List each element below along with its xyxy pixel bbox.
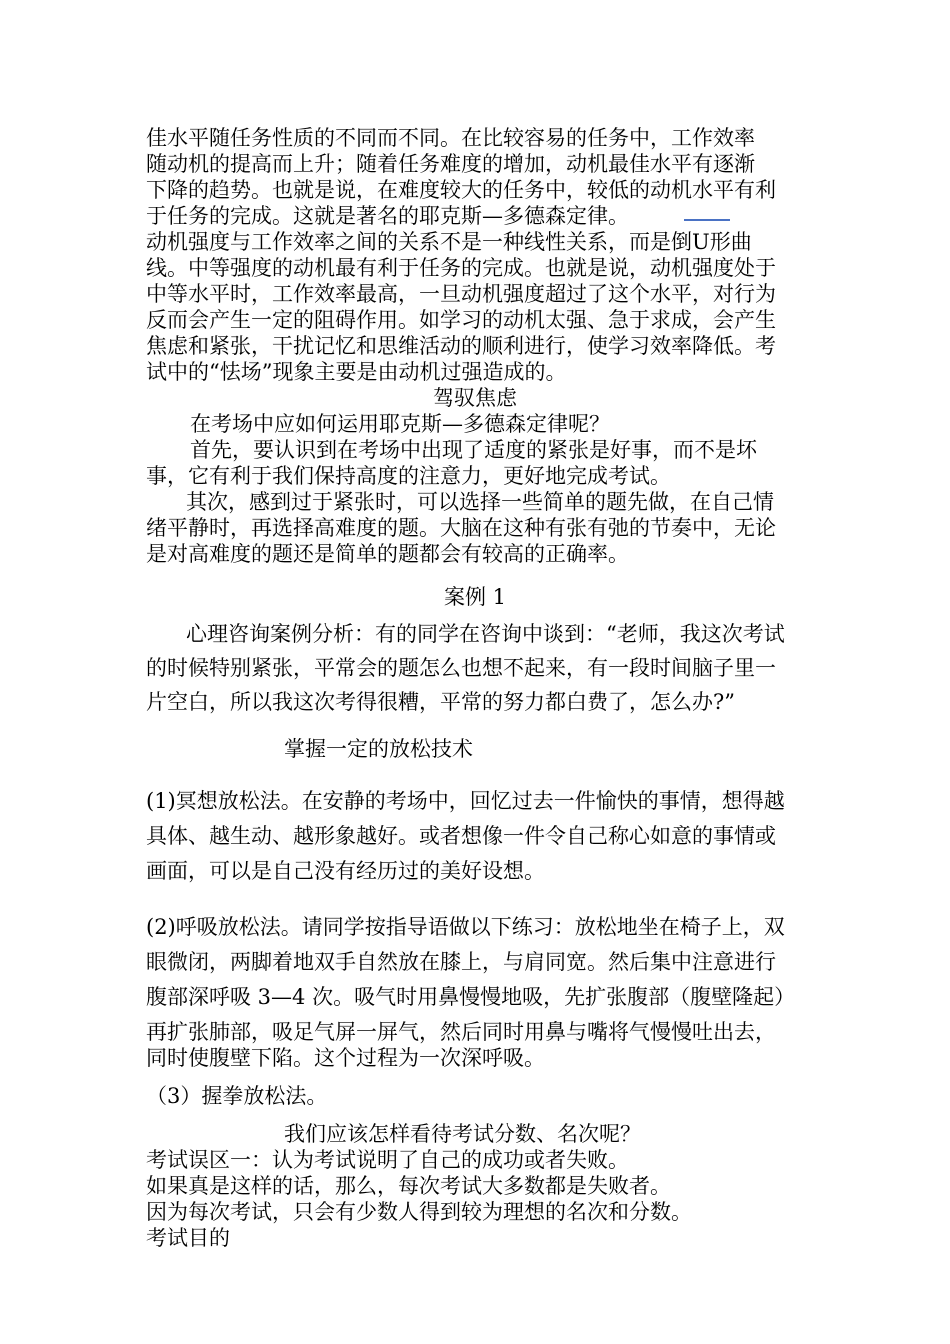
text-line: 首先，要认识到在考场中出现了适度的紧张是好事，而不是坏 [190,438,757,462]
section-heading: 驾驭焦虑 [433,386,517,410]
text-line: 随动机的提高而上升；随着任务难度的增加，动机最佳水平有逐渐 [146,152,755,176]
text-line: 试中的“怯场”现象主要是由动机过强造成的。 [146,360,567,384]
text-line: 具体、越生动、越形象越好。或者想像一件令自己称心如意的事情或 [146,824,776,848]
text-line: 是对高难度的题还是简单的题都会有较高的正确率。 [146,542,629,566]
text-line: 下降的趋势。也就是说，在难度较大的任务中，较低的动机水平有利 [146,178,776,202]
text-line: 眼微闭，两脚着地双手自然放在膝上，与肩同宽。然后集中注意进行 [146,950,776,974]
text-line: 心理咨询案例分析：有的同学在咨询中谈到：“老师，我这次考试 [186,622,785,646]
text-line: 画面，可以是自己没有经历过的美好设想。 [146,859,545,883]
text-line: 动机强度与工作效率之间的关系不是一种线性关系，而是倒U形曲 [146,230,752,254]
text-line: 于任务的完成。这就是著名的耶克斯—多德森定律。 [146,204,629,228]
text-line: 因为每次考试，只会有少数人得到较为理想的名次和分数。 [146,1200,692,1224]
text-line: 其次，感到过于紧张时，可以选择一些简单的题先做，在自己情 [186,490,774,514]
text-line: 中等水平时，工作效率最高，一旦动机强度超过了这个水平，对行为 [146,282,776,306]
text-line: 我们应该怎样看待考试分数、名次呢？ [284,1122,641,1146]
text-line: (2)呼吸放松法。请同学按指导语做以下练习：放松地坐在椅子上，双 [146,915,785,939]
text-line: 片空白，所以我这次考得很糟，平常的努力都白费了，怎么办?” [146,690,735,714]
text-line: 线。中等强度的动机最有利于任务的完成。也就是说，动机强度处于 [146,256,776,280]
text-line: (1)冥想放松法。在安静的考场中，回忆过去一件愉快的事情，想得越 [146,789,785,813]
text-line: （3）握拳放松法。 [146,1084,328,1108]
text-line: 的时候特别紧张，平常会的题怎么也想不起来，有一段时间脑子里一 [146,656,776,680]
text-line: 绪平静时，再选择高难度的题。大脑在这种有张有弛的节奏中，无论 [146,516,776,540]
underline-mark [684,219,730,221]
text-line: 考试误区一：认为考试说明了自己的成功或者失败。 [146,1148,629,1172]
section-heading: 案例 1 [443,585,507,609]
text-line: 事，它有利于我们保持高度的注意力，更好地完成考试。 [146,464,671,488]
text-line: 腹部深呼吸 3—4 次。吸气时用鼻慢慢地吸，先扩张腹部（腹壁隆起） [146,985,796,1009]
text-line: 反而会产生一定的阻碍作用。如学习的动机太强、急于求成，会产生 [146,308,776,332]
text-line: 同时使腹壁下陷。这个过程为一次深呼吸。 [146,1046,545,1070]
text-line: 再扩张肺部，吸足气屏一屏气，然后同时用鼻与嘴将气慢慢吐出去， [146,1020,776,1044]
text-line: 在考场中应如何运用耶克斯—多德森定律呢？ [190,412,610,436]
text-line: 如果真是这样的话，那么，每次考试大多数都是失败者。 [146,1174,671,1198]
text-line: 考试目的 [146,1226,230,1250]
text-line: 佳水平随任务性质的不同而不同。在比较容易的任务中，工作效率 [146,126,755,150]
text-line: 焦虑和紧张，干扰记忆和思维活动的顺利进行，使学习效率降低。考 [146,334,776,358]
text-line: 掌握一定的放松技术 [284,737,473,761]
